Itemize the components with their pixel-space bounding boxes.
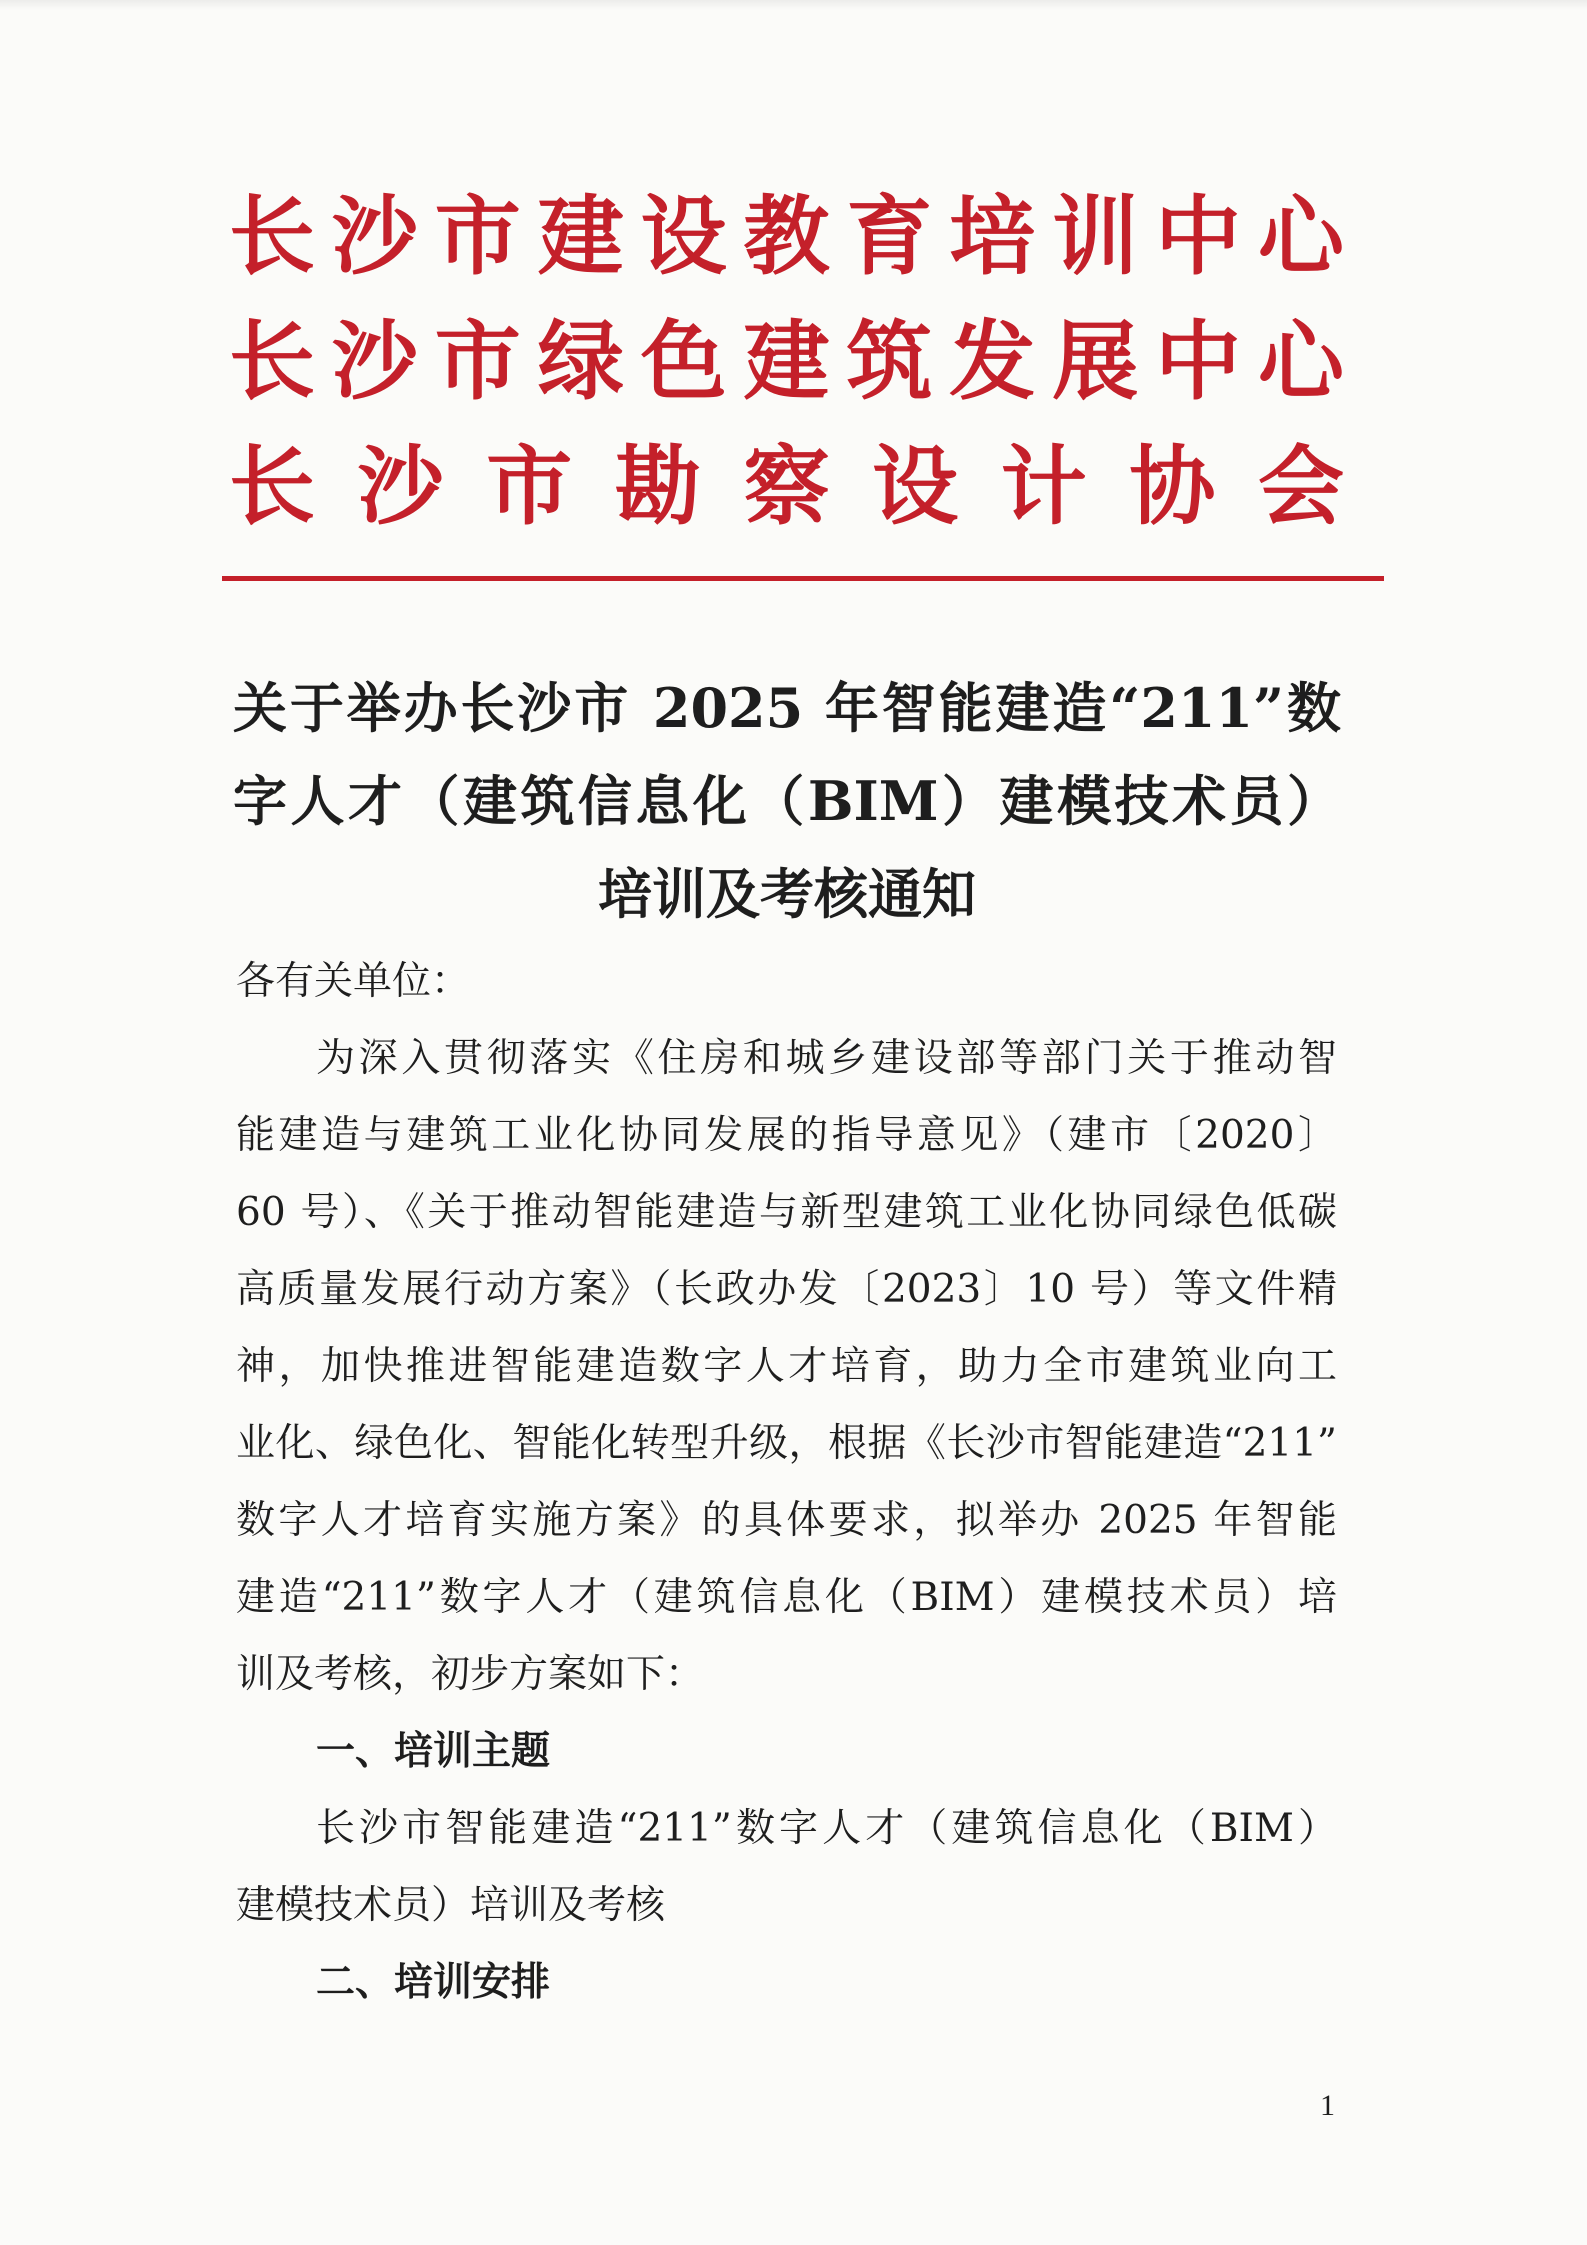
title-line-2: 字人才（建筑信息化（BIM）建模技术员） — [233, 769, 1341, 833]
intro-line: 能建造与建筑工业化协同发展的指导意见》（建市〔2020〕 — [236, 1113, 1337, 1158]
intro-line: 神，加快推进智能建造数字人才培育，助力全市建筑业向工 — [236, 1344, 1337, 1389]
intro-paragraph — [236, 1020, 1337, 1713]
intro-line: 训及考核，初步方案如下： — [236, 1652, 705, 1697]
document-body — [236, 943, 1337, 2021]
letterhead-org-1: 长沙市建设教育培训中心 — [229, 186, 1344, 287]
section-1-paragraph — [236, 1790, 1337, 1944]
letterhead-org-2: 长沙市绿色建筑发展中心 — [229, 311, 1344, 412]
letterhead-org-3: 长沙市勘察设计协会 — [229, 436, 1344, 537]
title-line-3: 培训及考核通知 — [598, 862, 976, 926]
section-heading-2: 二、培训安排 — [315, 1960, 550, 2005]
letterhead-red-rule — [222, 576, 1384, 581]
section-line: 长沙市智能建造“211”数字人才（建筑信息化（BIM） — [315, 1806, 1337, 1851]
section-line: 建模技术员）培训及考核 — [236, 1883, 666, 1928]
letterhead — [229, 174, 1344, 549]
intro-line: 60 号）、《关于推动智能建造与新型建筑工业化协同绿色低碳 — [236, 1190, 1337, 1235]
scan-edge-shadow — [0, 0, 1587, 10]
salutation: 各有关单位： — [236, 959, 471, 1004]
intro-line: 数字人才培育实施方案》的具体要求，拟举办 2025 年智能 — [236, 1498, 1337, 1543]
page-number: 1 — [1320, 2089, 1335, 2122]
intro-line: 建造“211”数字人才（建筑信息化（BIM）建模技术员）培 — [236, 1575, 1337, 1620]
intro-line: 高质量发展行动方案》（长政办发〔2023〕10 号）等文件精 — [236, 1267, 1337, 1312]
document-title — [233, 662, 1341, 941]
intro-line: 业化、绿色化、智能化转型升级，根据《长沙市智能建造“211” — [236, 1421, 1337, 1466]
section-heading-1: 一、培训主题 — [315, 1729, 550, 1774]
intro-line: 为深入贯彻落实《住房和城乡建设部等部门关于推动智 — [315, 1036, 1337, 1081]
title-line-1: 关于举办长沙市 2025 年智能建造“211”数 — [233, 676, 1341, 740]
